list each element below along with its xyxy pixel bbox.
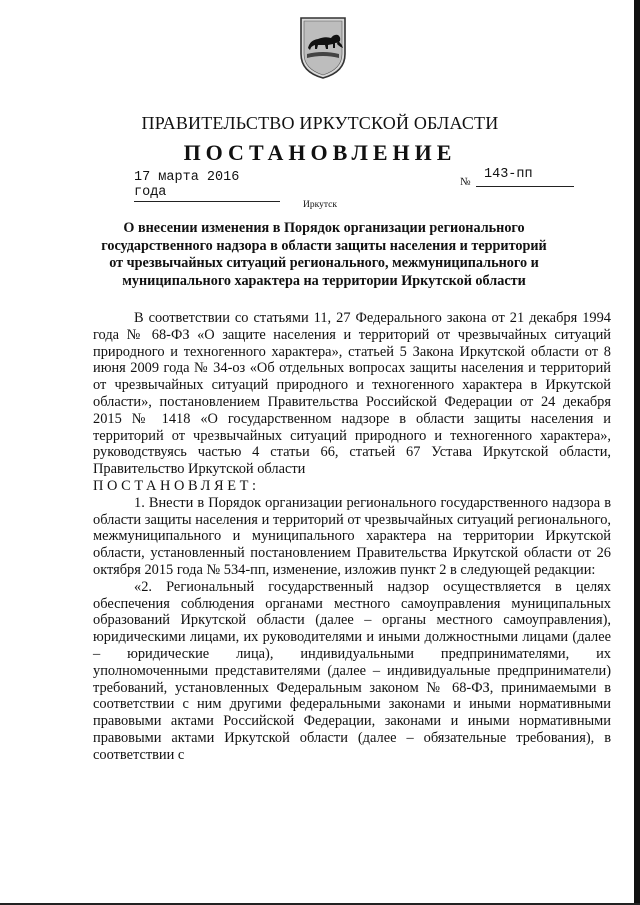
document-number: 143-пп (476, 167, 574, 187)
city-name: Иркутск (303, 200, 337, 210)
document-body (93, 310, 611, 764)
document-title: О внесении изменения в Порядок организации регионального государственного надзора в области защиты населения и территорий от чрезвычайных ситуаций регионального, межмуниципального и муниципального характера на территории Иркутской области (101, 220, 547, 289)
scan-border-right (634, 0, 640, 905)
resolves-heading: ПОСТАНОВЛЯЕТ: (93, 477, 260, 494)
government-name: ПРАВИТЕЛЬСТВО ИРКУТСКОЙ ОБЛАСТИ (141, 113, 499, 133)
item-2-paragraph: «2. Региональный государственный надзор осуществляется в целях обеспечения соблюдения органами местного самоуправления муниципальных образований Иркутской области (далее – органы местного самоуправления), юридическими лицами, их руководителями и иными должностными лицами (далее – юридические лица), индивидуальными предпринимателями, их уполномоченными представителями (далее – индивидуальные предприниматели) требований, установленных Федеральным законом № 68-ФЗ, принимаемыми в соответствии с ним другими федеральными законами и иными нормативными правовыми актами Российской Федерации, законами и иными нормативными правовыми актами Иркутской области (далее – обязательные требования), в соответствии с (93, 578, 611, 763)
number-sign: № (460, 176, 471, 188)
document-type: ПОСТАНОВЛЕНИЕ (183, 140, 457, 165)
coat-of-arms-emblem (298, 14, 348, 80)
document-date: 17 марта 2016 года (134, 170, 280, 202)
preamble-paragraph: В соответствии со статьями 11, 27 Федерального закона от 21 декабря 1994 года № 68-ФЗ «О защите населения и территорий от чрезвычайных ситуаций природного и техногенного характера», статьей 5 Закона Иркутской области от 8 июня 2009 года № 34-оз «Об отдельных вопросах защиты населения и территорий от чрезвычайных ситуаций природного и техногенного характера в Иркутской области», постановлением Правительства Российской Федерации от 24 декабря 2015 № 1418 «О государственном надзоре в области защиты населения и территорий от чрезвычайных ситуаций природного и техногенного характера», руководствуясь частью 4 статьи 66, статьей 67 Устава Иркутской области, Правительство Иркутской области (93, 310, 611, 478)
item-1-paragraph: 1. Внести в Порядок организации регионального государственного надзора в области защиты населения и территорий от чрезвычайных ситуаций регионального, межмуниципального и муниципального характера на территории Иркутской области, установленный постановлением Правительства Иркутской области от 26 октября 2015 года № 534-пп, изменение, изложив пункт 2 в следующей редакции: (93, 494, 611, 578)
